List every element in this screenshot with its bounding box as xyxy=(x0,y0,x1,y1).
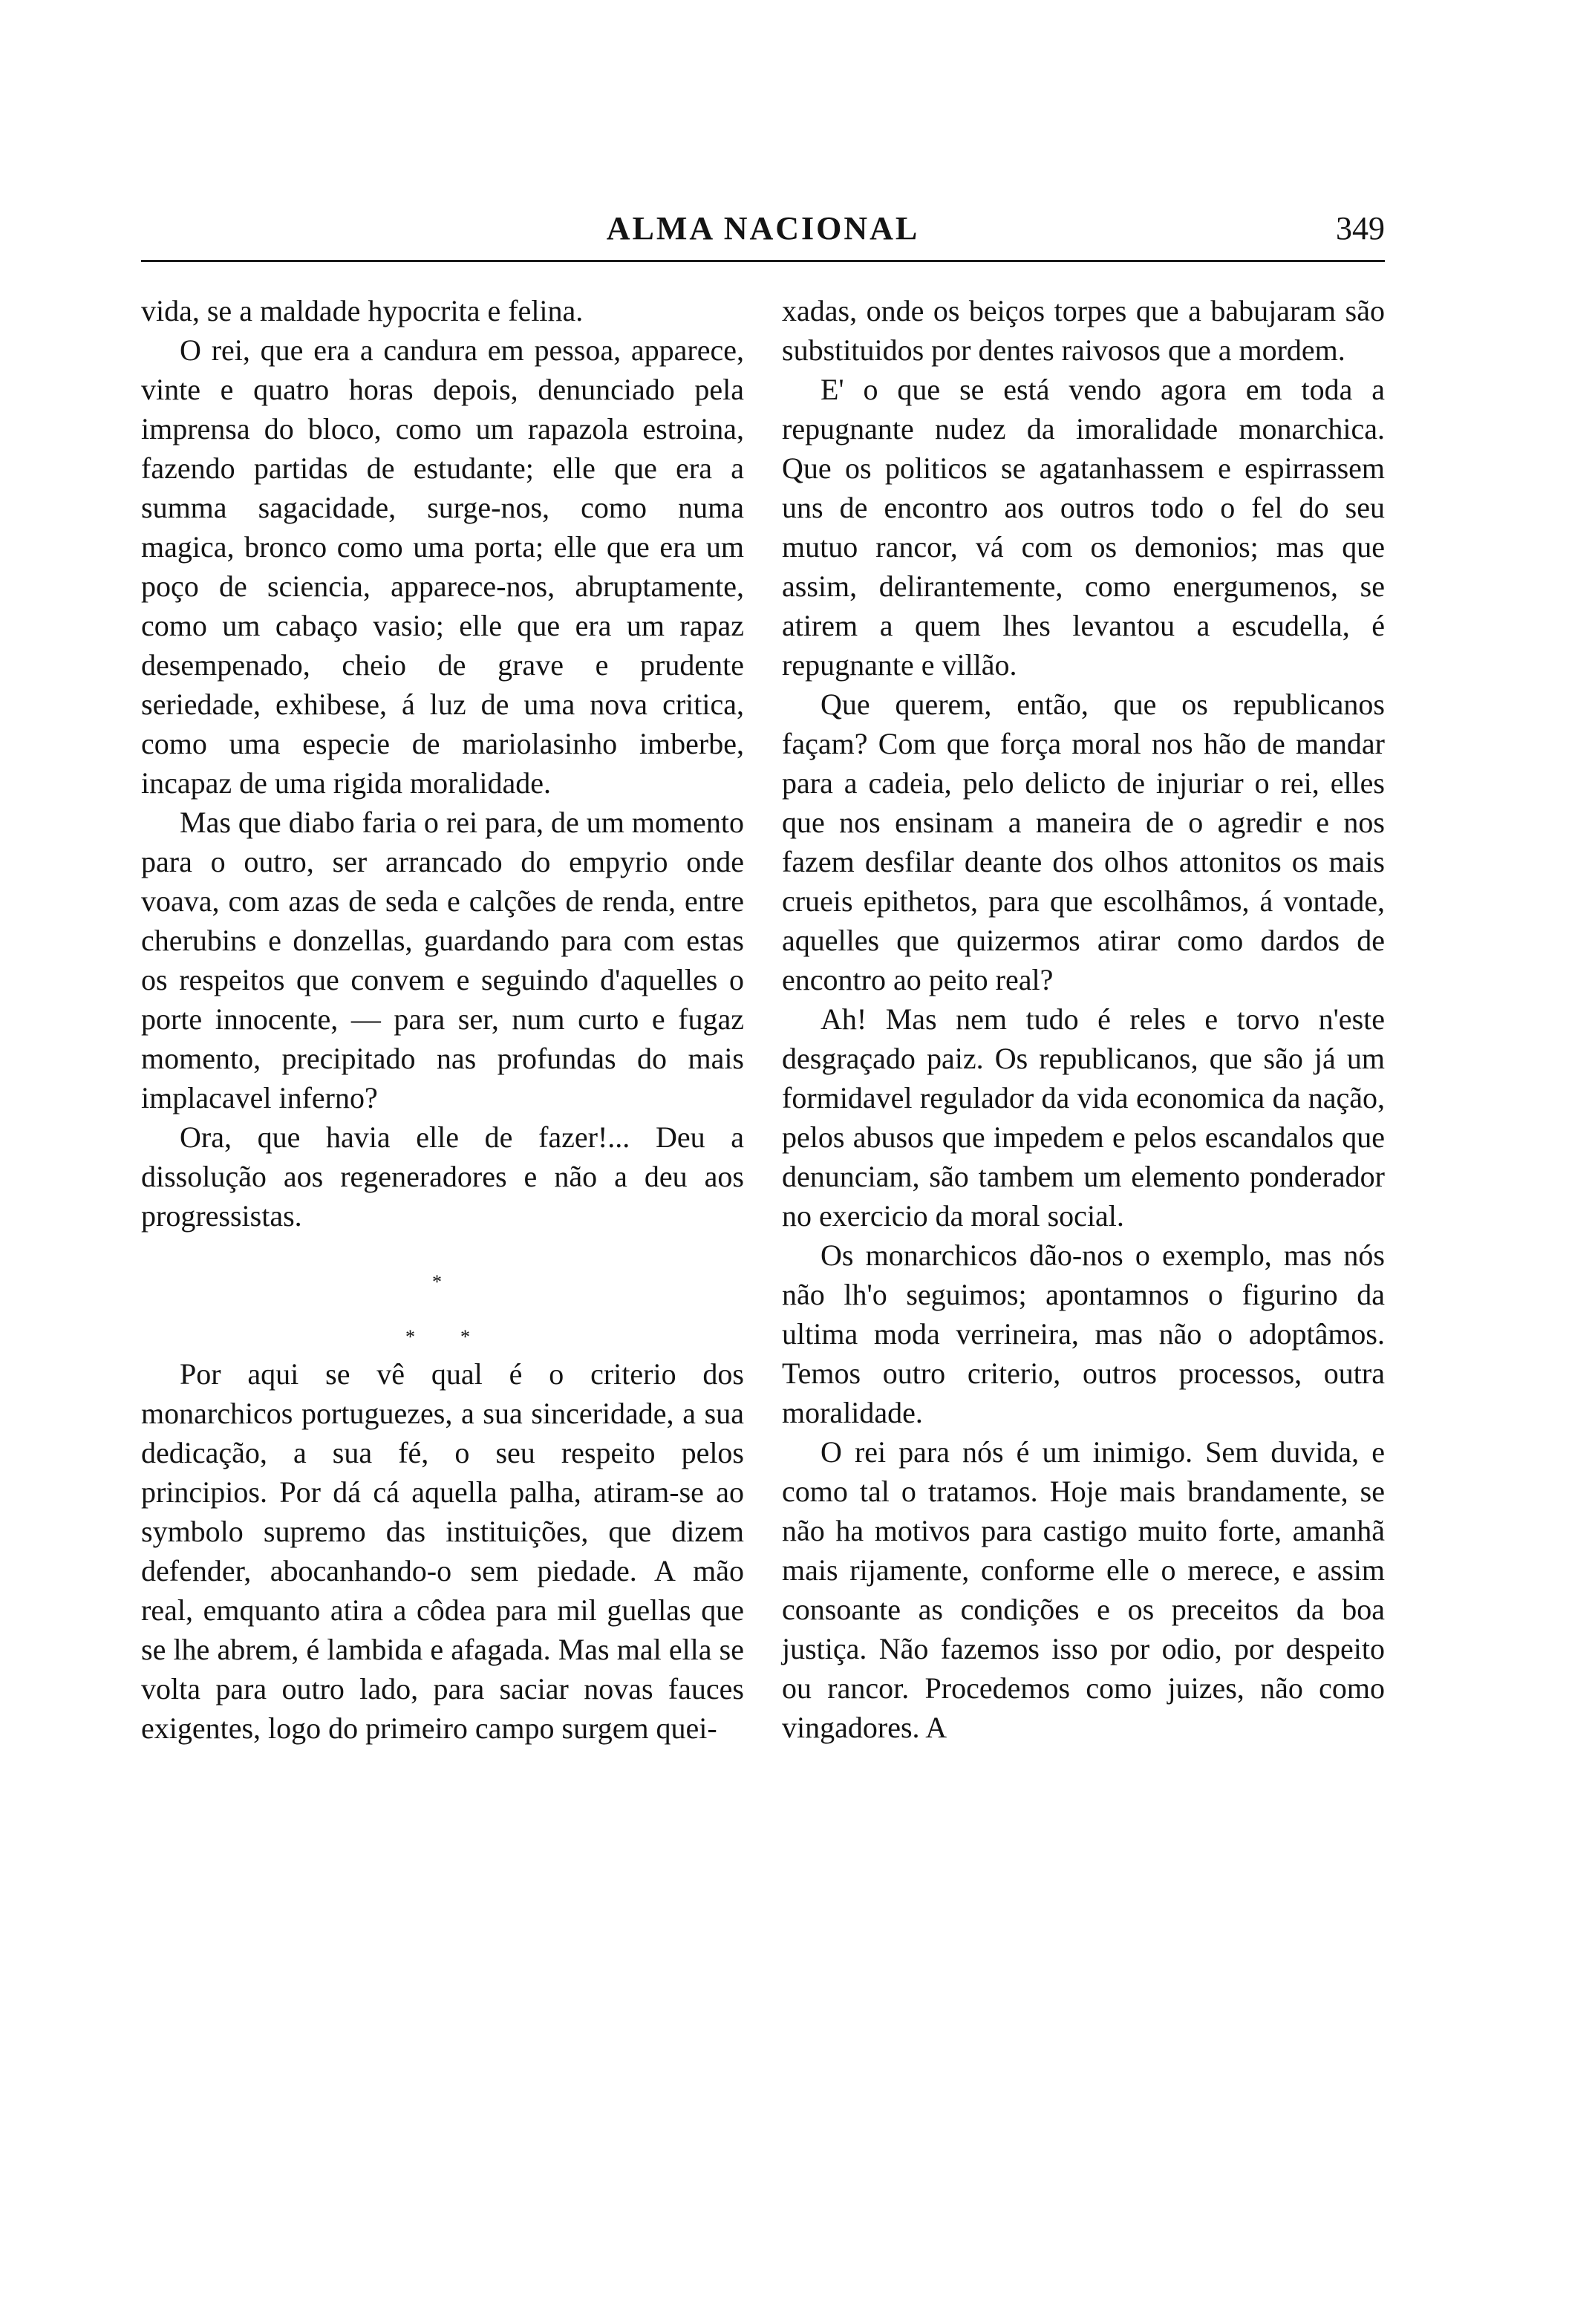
paragraph: Ora, que havia elle de fazer!... Deu a dissolução aos regeneradores e não a deu aos progressistas. xyxy=(141,1120,744,1233)
page-number: 349 xyxy=(1336,210,1385,247)
paragraph: Mas que diabo faria o rei para, de um momento para o outro, ser arrancado do empyrio onde voava, com azas de seda e calções de renda, entre cherubins e donzellas, guardando para com estas os respeitos que convem e seguindo d'aquelles o porte innocente, — para ser, num curto e fugaz momento, precipitado nas profundas do mais implacavel inferno? xyxy=(141,806,744,1114)
asterisk-mark: * xyxy=(460,1326,470,1348)
paragraph: O rei, que era a candura em pessoa, apparece, vinte e quatro horas depois, denunciado pela imprensa do bloco, como um rapazola estroina, fazendo partidas de estudante; elle que era a summa sagacidade, surge-nos, como numa magica, bronco como uma porta; elle que era um poço de sciencia, apparece-nos, abruptamente, como um cabaço vasio; elle que era um rapaz desempenado, cheio de grave e prudente seriedade, exhibese, á luz de uma nova critica, como uma especie de mariolasinho imberbe, incapaz de uma rigida moralidade. xyxy=(141,333,744,800)
paragraph: O rei para nós é um inimigo. Sem duvida, e como tal o tratamos. Hoje mais brandamente, se não ha motivos para castigo muito forte, amanhã mais rijamente, conforme elle o merece, e assim consoante as condições e os preceitos da boa justiça. Não fazemos isso por odio, por despeito ou rancor. Procedemos como juizes, não como vingadores. A xyxy=(782,1435,1385,1744)
asterisk-mark: * xyxy=(405,1326,415,1348)
paragraph: Os monarchicos dão-nos o exemplo, mas nós não lh'o seguimos; apontamnos o figurino da ultima moda verrineira, mas não o adoptâmos. Temos outro criterio, outros processos, outra moralidade. xyxy=(782,1238,1385,1429)
header-rule xyxy=(141,260,1385,262)
left-column xyxy=(141,291,744,1748)
paragraph: Por aqui se vê qual é o criterio dos monarchicos portuguezes, a sua sinceridade, a sua dedicação, a sua fé, o seu respeito pelos principios. Por dá cá aquella palha, atiram-se ao symbolo supremo das instituições, que dizem defender, abocanhando-o sem piedade. A mão real, emquanto atira a côdea para mil guellas que se lhe abrem, é lambida e afagada. Mas mal ella se volta para outro lado, para saciar novas fauces exigentes, logo do primeiro campo surgem quei- xyxy=(141,1357,744,1745)
paragraph: Que querem, então, que os republicanos façam? Com que força moral nos hão de mandar para a cadeia, pelo delicto de injuriar o rei, elles que nos ensinam a maneira de o agredir e nos fazem desfilar deante dos olhos attonitos os mais crueis epithetos, para que escolhâmos, á vontade, aquelles que quizermos atirar como dardos de encontro ao peito real? xyxy=(782,688,1385,996)
paragraph: xadas, onde os beiços torpes que a babujaram são substituidos por dentes raivosos que a mordem. xyxy=(782,294,1385,367)
running-header xyxy=(141,209,1385,254)
running-title: ALMA NACIONAL xyxy=(606,210,920,247)
paragraph: vida, se a maldade hypocrita e felina. xyxy=(141,294,584,327)
paragraph: E' o que se está vendo agora em toda a repugnante nudez da imoralidade monarchica. Que os politicos se agatanhassem e espirrassem uns de encontro aos outros todo o fel do seu mutuo rancor, vá com os demonios; mas que assim, delirantemente, como energumenos, se atirem a quem lhes levantou a escudella, é repugnante e villão. xyxy=(782,373,1385,682)
right-column xyxy=(782,291,1385,1747)
asterisk-mark: * xyxy=(432,1271,442,1293)
section-divider xyxy=(141,1236,744,1354)
paragraph: Ah! Mas nem tudo é reles e torvo n'este desgraçado paiz. Os republicanos, que são já um formidavel regulador da vida economica da nação, pelos abusos que impedem e pelos escandalos que denunciam, são tambem um elemento ponderador no exercicio da moral social. xyxy=(782,1002,1385,1233)
